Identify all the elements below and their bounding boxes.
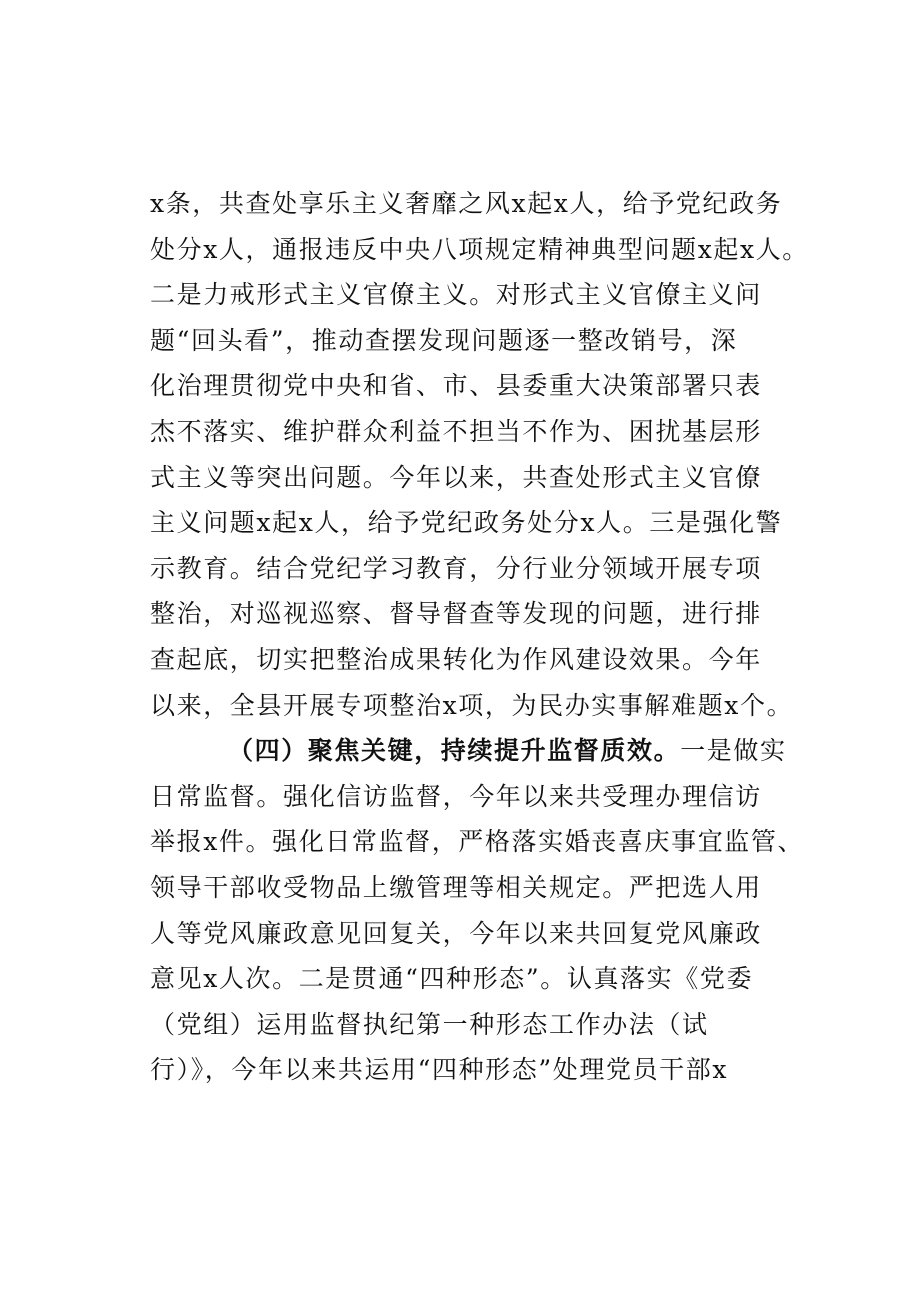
text-line: 式主义等突出问题。今年以来，共查处形式主义官僚 <box>150 462 762 492</box>
text-line: 日常监督。强化信访监督，今年以来共受理办理信访 <box>150 781 762 811</box>
section-heading: （四）聚焦关键，持续提升监督质效。 <box>228 736 681 766</box>
text-line: 意见x人次。二是贯通“四种形态”。认真落实《党委 <box>150 964 754 994</box>
text-line: 处分x人，通报违反中央八项规定精神典型问题x起x人。 <box>150 234 809 264</box>
text-line: 查起底，切实把整治成果转化为作风建设效果。今年 <box>150 644 762 674</box>
section-heading-rest: 一是做实 <box>680 736 787 766</box>
text-line: 行）》，今年以来共运用“四种形态”处理党员干部x <box>150 1055 729 1085</box>
body-text <box>150 181 809 1093</box>
text-line: 二是力戒形式主义官僚主义。对形式主义官僚主义问 <box>150 280 762 310</box>
text-line: 举报x件。强化日常监督，严格落实婚丧喜庆事宜监管、 <box>150 827 805 857</box>
text-line: 示教育。结合党纪学习教育，分行业分领域开展专项 <box>150 553 762 583</box>
section-heading-line <box>150 728 790 774</box>
text-line: x条，共查处享乐主义奢靡之风x起x人，给予党纪政务 <box>150 189 783 218</box>
text-line: 领导干部收受物品上缴管理等相关规定。严把选人用 <box>150 872 762 902</box>
text-line: 主义问题x起x人，给予党纪政务处分x人。三是强化警 <box>150 508 783 538</box>
text-line: 杰不落实、维护群众利益不担当不作为、困扰基层形 <box>150 416 762 446</box>
text-line: 以来，全县开展专项整治x项，为民办实事解难题x个。 <box>150 690 794 720</box>
text-line: 化治理贯彻党中央和省、市、县委重大决策部署只表 <box>150 371 762 401</box>
text-line: 整治，对巡视巡察、督导督查等发现的问题，进行排 <box>150 599 762 629</box>
text-line: （党组）运用监督执纪第一种形态工作办法（试 <box>150 1009 709 1039</box>
text-line: 题“回头看”，推动查摆发现问题逐一整改销号，深 <box>150 325 738 355</box>
text-line: 人等党风廉政意见回复关，今年以来共回复党风廉政 <box>150 918 762 948</box>
